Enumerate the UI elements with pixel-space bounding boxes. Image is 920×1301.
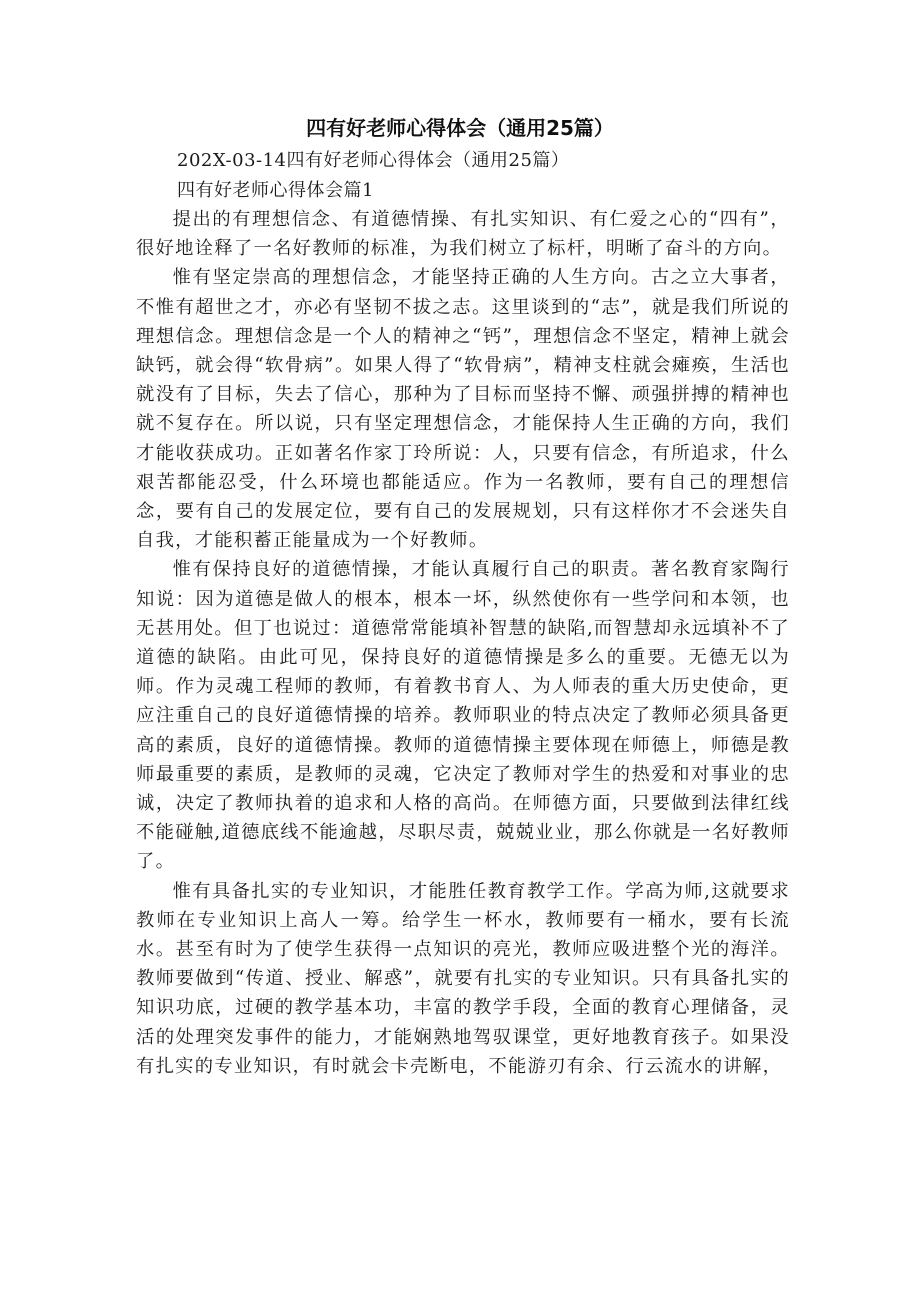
paragraph: 惟有坚定崇高的理想信念，才能坚持正确的人生方向。古之立大事者，不惟有超世之才，亦必有坚韧不拔之志。这里谈到的“志”，就是我们所说的理想信念。理想信念是一个人的精神之“钙”，理想信念不坚定，精神上就会缺钙，就会得“软骨病”。如果人得了“软骨病”，精神支柱就会瘫痪，生活也就没有了目标，失去了信心，那种为了目标而坚持不懈、顽强拼搏的精神也就不复存在。所以说，只有坚定理想信念，才能保持人生正确的方向，我们才能收获成功。正如著名作家丁玲所说：人，只要有信念，有所追求，什么艰苦都能忍受，什么环境也都能适应。作为一名教师，要有自己的理想信念，要有自己的发展定位，要有自己的发展规划，只有这样你才不会迷失自自我，才能积蓄正能量成为一个好教师。 xyxy=(136,267,790,552)
paragraph: 惟有具备扎实的专业知识，才能胜任教育教学工作。学高为师,这就要求教师在专业知识上高人一筹。给学生一杯水，教师要有一桶水，要有长流水。甚至有时为了使学生获得一点知识的亮光，教师应吸进整个光的海洋。教师要做到“传道、授业、解惑”，就要有扎实的专业知识。只有具备扎实的知识功底，过硬的教学基本功，丰富的教学手段，全面的教育心理储备，灵活的处理突发事件的能力，才能娴熟地驾驭课堂，更好地教育孩子。如果没有扎实的专业知识，有时就会卡壳断电，不能游刃有余、行云流水的讲解， xyxy=(136,880,790,1077)
paragraph: 提出的有理想信念、有道德情操、有扎实知识、有仁爱之心的“四有”，很好地诠释了一名好教师的标准，为我们树立了标杆，明晰了奋斗的方向。 xyxy=(136,209,790,260)
article-body xyxy=(136,205,790,1081)
date-title-line: 202X-03-14四有好老师心得体会（通用25篇） xyxy=(177,150,570,171)
paragraph: 惟有保持良好的道德情操，才能认真履行自己的职责。著名教育家陶行知说：因为道德是做人的根本，根本一坏，纵然使你有一些学问和本领，也无甚用处。但丁也说过：道德常常能填补智慧的缺陷,而智慧却永远填补不了道德的缺陷。由此可见，保持良好的道德情操是多么的重要。无德无以为师。作为灵魂工程师的教师，有着教书育人、为人师表的重大历史使命，更应注重自己的良好道德情操的培养。教师职业的特点决定了教师必须具备更高的素质，良好的道德情操。教师的道德情操主要体现在师德上，师德是教师最重要的素质，是教师的灵魂，它决定了教师对学生的热爱和对事业的忠诚，决定了教师执着的追求和人格的高尚。在师德方面，只要做到法律红线不能碰触,道德底线不能逾越，尽职尽责，兢兢业业，那么你就是一名好教师了。 xyxy=(136,559,790,873)
document-title: 四有好老师心得体会（通用25篇） xyxy=(306,116,614,140)
section-heading: 四有好老师心得体会篇1 xyxy=(177,180,374,201)
